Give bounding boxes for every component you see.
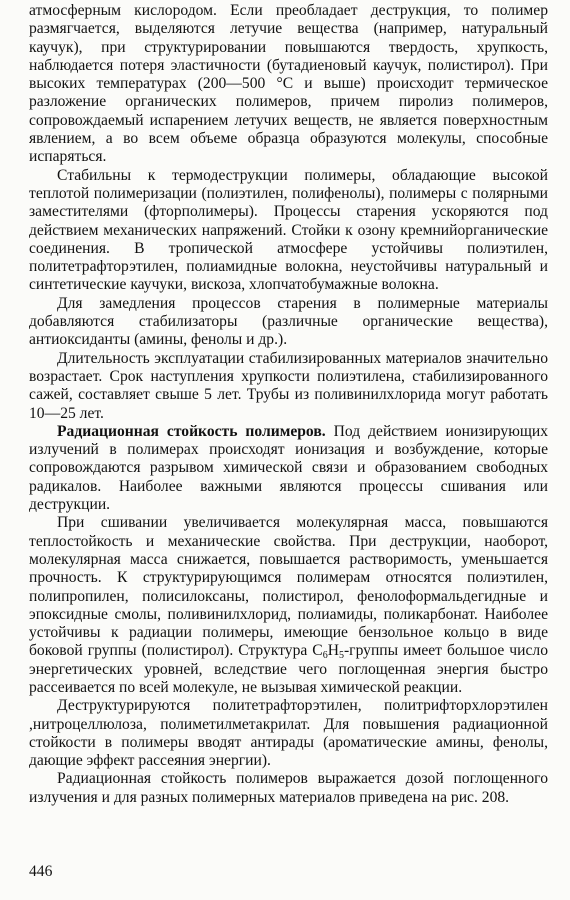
subscript-6: 6 — [322, 650, 328, 662]
paragraph-4-text: Под действием ионизирующих излучений в полимерах происходят ионизация и возбуждение, которые сопровождаются разрывом химической связи и образованием свободных радикалов. Наиболее важными являются процессы сшивания или деструкции. — [29, 422, 548, 514]
paragraph-0: атмосферным кислородом. Если преобладает деструкция, то полимер размягчается, выделяются летучие вещества (например, натуральный каучук), при структурировании повышаются твердость, хрупкость, наблюдается потеря эластичности (бутадиеновый каучук, полистирол). При высоких температурах (200—500 °С и выше) происходит термическое разложение органических полимеров, причем пиролиз полимеров, сопровождаемый испарением летучих веществ, не является поверхностным явлением, а во всем объеме образца образуются молекулы, способные испаряться. — [29, 2, 548, 166]
subscript-5: 5 — [338, 650, 344, 662]
paragraph-3: Длительность эксплуатации стабилизированных материалов значительно возрастает. Срок наступления хрупкости полиэтилена, стабилизированного сажей, составляет свыше 5 лет. Трубы из поливинилхлорида могут работать 10—25 лет. — [29, 349, 548, 422]
page-number: 446 — [29, 863, 53, 880]
paragraph-1: Стабильны к термодеструкции полимеры, обладающие высокой теплотой полимеризации (полиэтилен, полифенолы), полимеры с полярными заместителями (фторполимеры). Процессы старения ускоряются под действием механических напряжений. Стойки к озону кремнийорганические соединения. В тропической атмосфере устойчивы полиэтилен, политетрафторэтилен, полиамидные волокна, неустойчивы натуральный и синтетические каучуки, вискоза, хлопчатобумажные волокна. — [29, 166, 548, 294]
page-body — [29, 2, 548, 807]
paragraph-2: Для замедления процессов старения в полимерные материалы добавляются стабилизаторы (различные органические вещества), антиоксиданты (амины, фенолы и др.). — [29, 294, 548, 349]
paragraph-7: Радиационная стойкость полимеров выражается дозой поглощенного излучения и для разных полимерных материалов приведена на рис. 208. — [29, 770, 548, 806]
paragraph-5-text-before: При сшивании увеличивается молекулярная масса, повышаются теплостойкость и механические свойства. При деструкции, наоборот, молекулярная масса снижается, повышается растворимость, уменьшается прочность. К структурирующимся полимерам относятся полиэтилен, полипропилен, полисилоксаны, полистирол, фенолоформальдегидные и эпоксидные смолы, поливинилхлорид, полиамиды, поликарбонат. Наиболее устойчивы к радиации полимеры, имеющие бензольное кольцо в виде боковой группы (полистирол). Структура C — [29, 514, 548, 660]
section-heading: Радиационная стойкость полимеров. — [57, 422, 326, 440]
formula-h: H — [327, 642, 339, 660]
paragraph-5-text-after: -группы имеет большое число энергетических уровней, вследствие чего поглощенная энергия быстро рассеивается по всей молекуле, не вызывая химической реакции. — [29, 642, 548, 696]
paragraph-6: Деструктурируются политетрафторэтилен, политрифторхлорэтилен ,нитроцеллюлоза, полиметилметакрилат. Для повышения радиационной стойкости в полимеры вводят антирады (ароматические амины, фенолы, дающие эффект рассеяния энергии). — [29, 697, 548, 770]
paragraph-5 — [29, 514, 548, 697]
paragraph-4 — [29, 423, 548, 514]
